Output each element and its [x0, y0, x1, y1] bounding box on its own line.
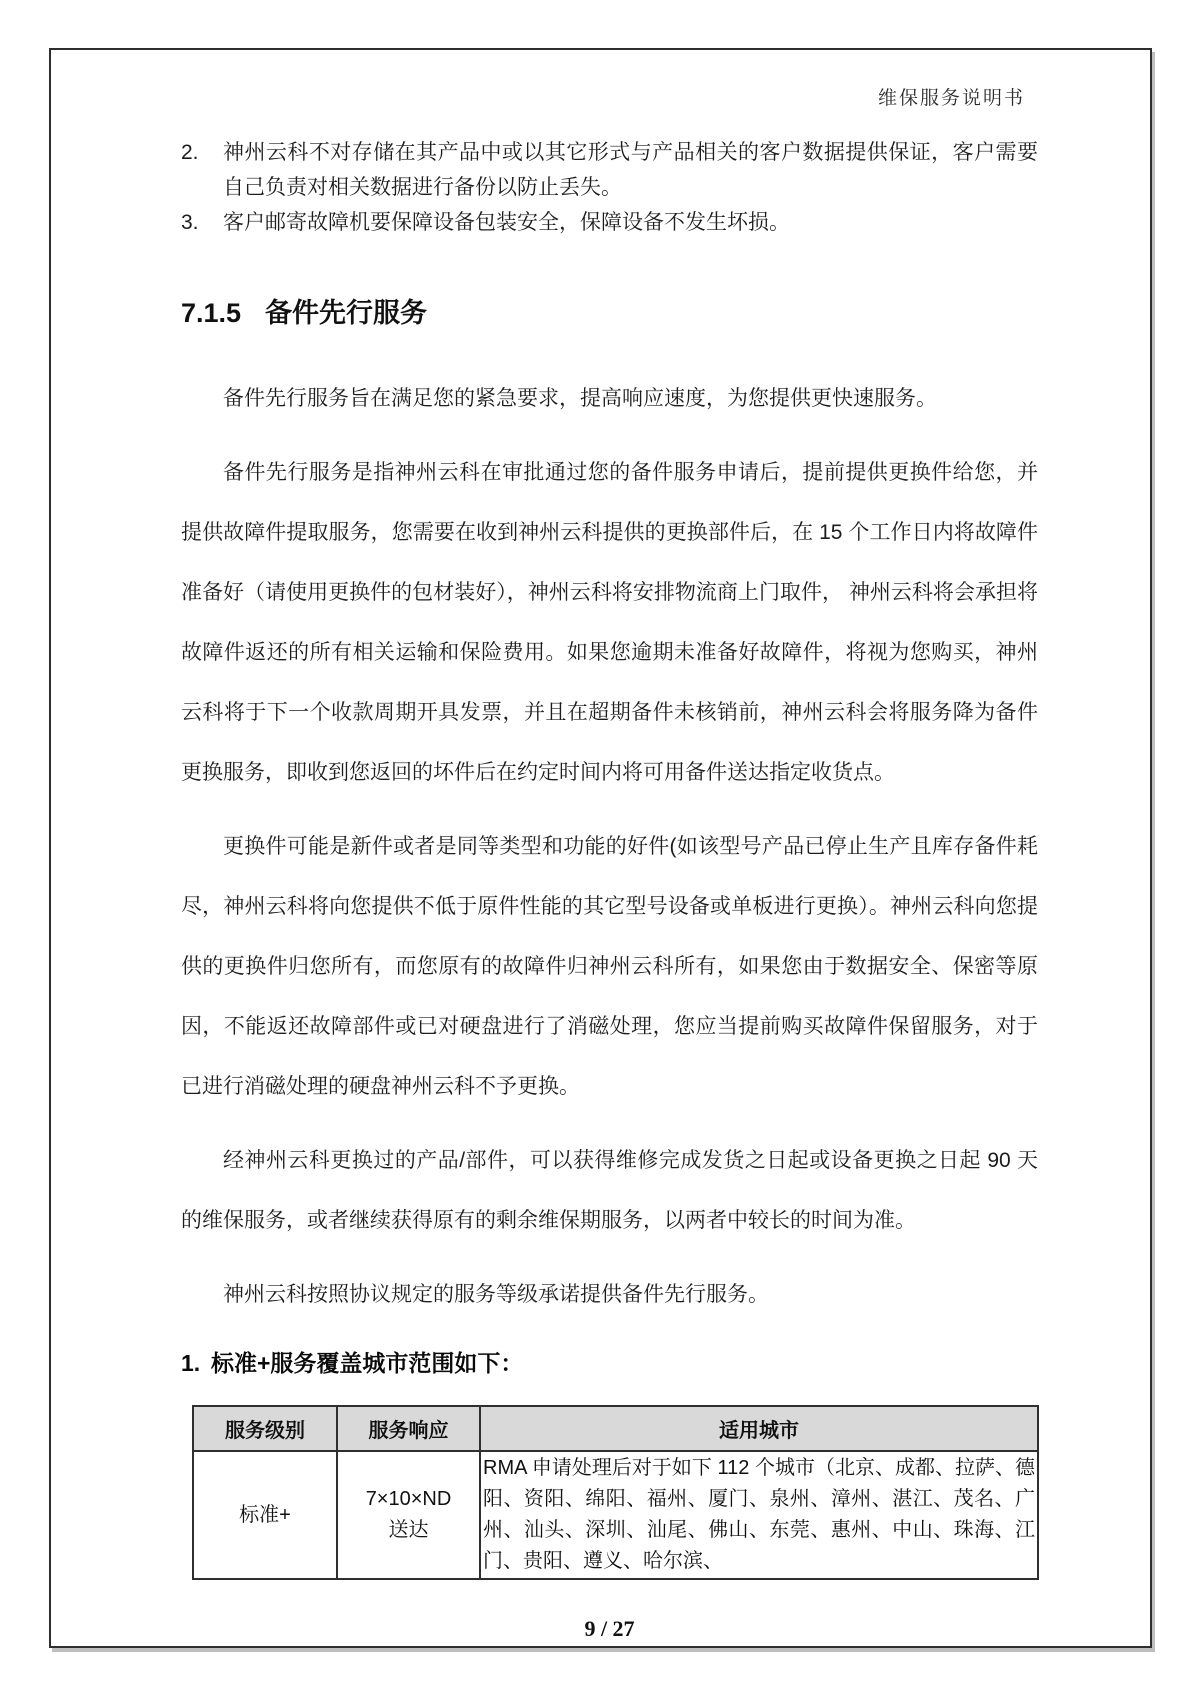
city-list-heading-text: 标准+服务覆盖城市范围如下：: [211, 1350, 524, 1376]
column-header-service-response: 服务响应: [337, 1406, 480, 1451]
cell-applicable-cities: RMA 申请处理后对于如下 112 个城市（北京、成都、拉萨、德阳、资阳、绵阳、福州、厦门、泉州、漳州、湛江、茂名、广州、汕头、深圳、汕尾、佛山、东莞、惠州、中山、珠海、江门、贵阳、遵义、哈尔滨、: [480, 1451, 1038, 1579]
service-coverage-table: [192, 1405, 1039, 1580]
document-page: [49, 48, 1152, 1648]
cell-service-level: 标准+: [193, 1451, 337, 1579]
cell-service-response: [337, 1451, 480, 1579]
column-header-applicable-cities: 适用城市: [480, 1406, 1038, 1451]
document-header-title: 维保服务说明书: [877, 88, 1025, 109]
paragraph: 更换件可能是新件或者是同等类型和功能的好件(如该型号产品已停止生产且库存备件耗尽，神州云科将向您提供不低于原件性能的其它型号设备或单板进行更换）。神州云科向您提供的更换件归您所有，而您原有的故障件归神州云科所有，如果您由于数据安全、保密等原因，不能返还故障部件或已对硬盘进行了消磁处理，您应当提前购买故障件保留服务，对于已进行消磁处理的硬盘神州云科不予更换。: [181, 835, 1038, 1098]
section-title: 备件先行服务: [265, 298, 427, 328]
list-item-text: 客户邮寄故障机要保障设备包装安全，保障设备不发生坏损。: [223, 211, 790, 234]
paragraph: 神州云科按照协议规定的服务等级承诺提供备件先行服务。: [223, 1283, 769, 1306]
service-response-line: 送达: [388, 1519, 429, 1541]
paragraph: 备件先行服务旨在满足您的紧急要求，提高响应速度，为您提供更快速服务。: [223, 387, 937, 410]
table-row: [193, 1451, 1038, 1579]
page-content: [181, 50, 1038, 1642]
service-response-line: 7×10×ND: [365, 1488, 452, 1510]
page-number: 9 / 27: [584, 1616, 635, 1641]
list-item: [181, 205, 1038, 240]
list-item: [181, 135, 1038, 205]
list-item-text: 神州云科不对存储在其产品中或以其它形式与产品相关的客户数据提供保证，客户需要自己负责对相关数据进行备份以防止丢失。: [223, 141, 1038, 199]
paragraph: 经神州云科更换过的产品/部件，可以获得维修完成发货之日起或设备更换之日起 90 天的维保服务，或者继续获得原有的剩余维保期服务，以两者中较长的时间为准。: [181, 1149, 1038, 1232]
list-item-number: 2.: [181, 141, 199, 164]
table-header-row: [193, 1406, 1038, 1451]
section-heading: [181, 295, 1038, 331]
city-list-heading-number: 1.: [181, 1350, 201, 1376]
city-list-heading: [181, 1347, 1038, 1379]
section-number: 7.1.5: [181, 298, 242, 328]
column-header-service-level: 服务级别: [193, 1406, 337, 1451]
paragraph: 备件先行服务是指神州云科在审批通过您的备件服务申请后，提前提供更换件给您，并提供故障件提取服务，您需要在收到神州云科提供的更换部件后，在 15 个工作日内将故障件准备好（请使用更换件的包材装好），神州云科将安排物流商上门取件， 神州云科将会承担将故障件返还的所有相关运输和保险费用。如果您逾期未准备好故障件，将视为您购买，神州云科将于下一个收款周期开具发票，并且在超期备件未核销前，神州云科会将服务降为备件更换服务，即收到您返回的坏件后在约定时间内将可用备件送达指定收货点。: [181, 461, 1038, 784]
numbered-list: [181, 135, 1038, 240]
list-item-number: 3.: [181, 211, 199, 234]
